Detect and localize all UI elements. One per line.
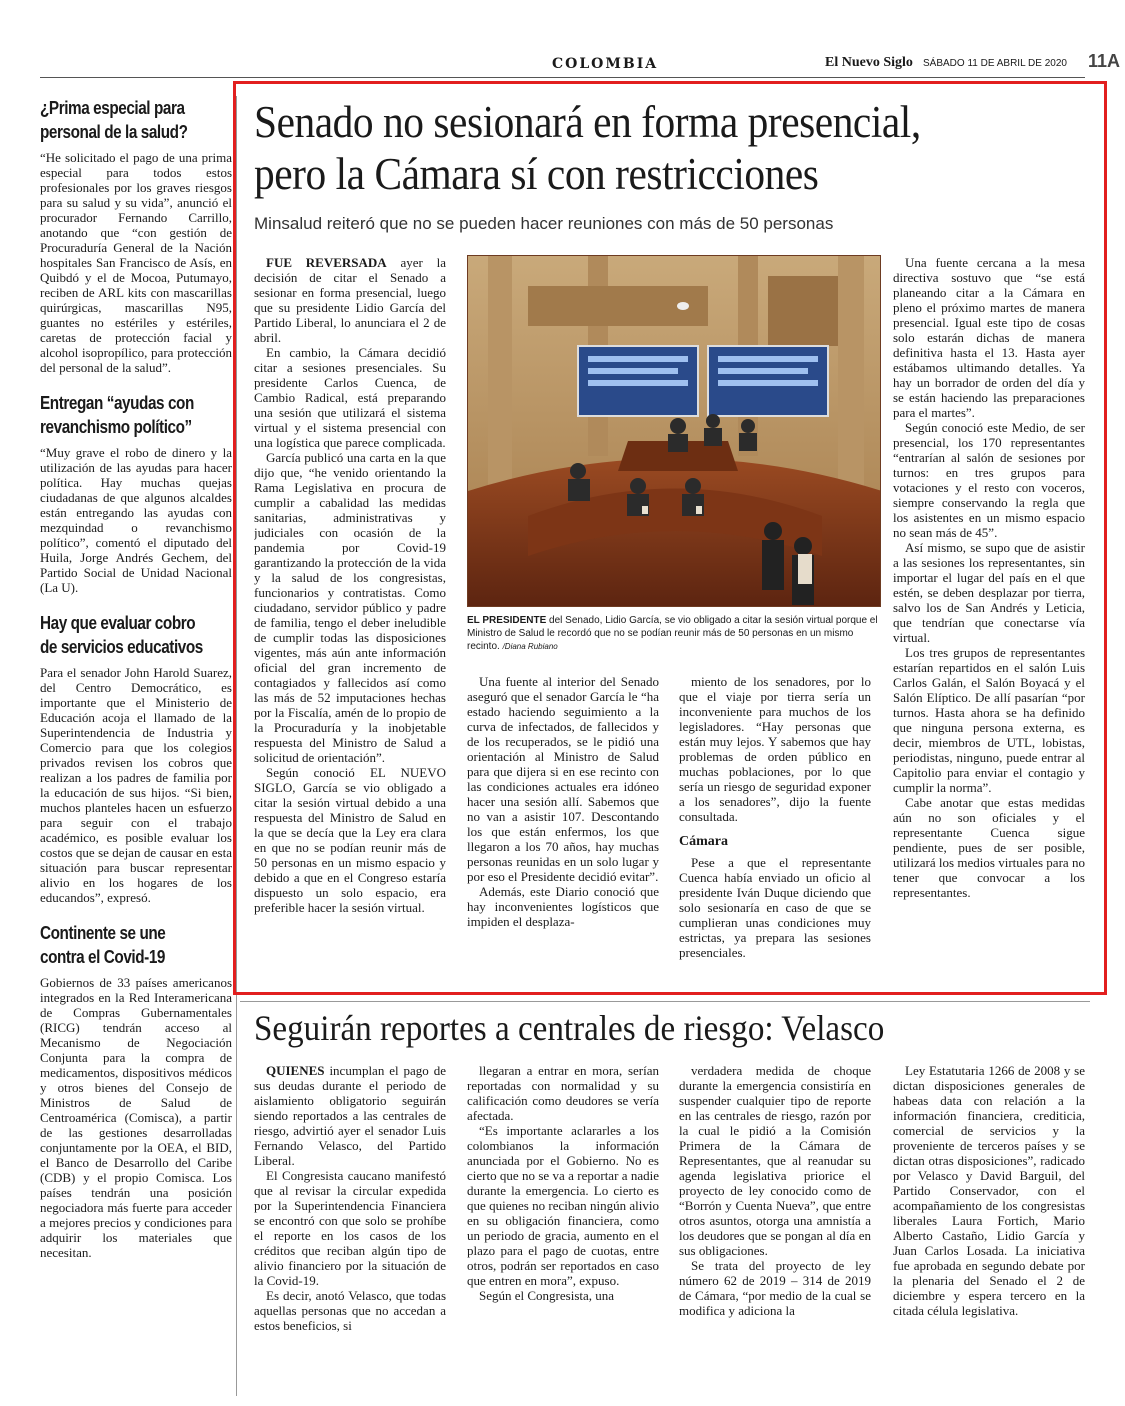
caption-lead: EL PRESIDENTE xyxy=(467,615,547,626)
paragraph: Según conoció EL NUEVO SIGLO, García se vio obligado a citar la sesión virtual debido a una respuesta del Ministro de Salud en la que se decía que la Ley era clara en que no se podían reunir más de 50 personas en un mismo espacio y debido a que en el Congreso estaría dispuesto un solo espacio, era preferible hacer la sesión virtual. xyxy=(254,765,446,915)
paragraph: Los tres grupos de representantes estarían repartidos en el salón Luis Carlos Galán, el Salón Boyacá y el Salón Elíptico. De allí pasarían “por turnos. Hasta ahora se ha definido que ninguna persona externa, es decir, miembros de UTL, lobistas, periodistas, ninguno, puede entrar al Capitolio para enviar el contagio y cumplir la norma”. xyxy=(893,645,1085,795)
paragraph: “Es importante aclararles a los colombianos la información anunciada por el Gobierno. No es cierto que no se va a reportar a nadie durante la emergencia. Lo cierto es que quienes no reciban ningún alivio en su obligación financiera, como un periodo de gracia, aumento en el plazo para el pago de cuotas, entre otros, podrán ser reportados en caso que entren en mora”, expuso. xyxy=(467,1123,659,1288)
headline-line: Senado no sesionará en forma presencial, xyxy=(254,97,921,147)
brief-body: Gobiernos de 33 países americanos integrados en la Red Interamericana de Compras Gubernamentales (RICG) tendrán acceso al Mecanismo de Negociación Conjunta para la compra de medicamentos, dispositivos médicos y otros bienes del Consejo de Ministros de Salud de Centroamérica (Comisca), a partir de las gestiones desarrolladas conjuntamente por la OEA, el BID, el Banco de Desarrollo del Caribe (CDB) y el propio Comisca. Los países tendrán una posición negociadora más fuerte para acceder a mejores precios y condiciones para adquirir los materiales que necesitan. xyxy=(40,975,232,1260)
brief-title: ¿Prima especial para personal de la salud? xyxy=(40,98,188,142)
brief-1 xyxy=(40,96,232,375)
paragraph: miento de los senadores, por lo que el viaje por tierra sería un inconveniente para muchos de los legisladores. “Hay personas que están muy lejos. Y sabemos que hay problemas de orden público en muchas poblaciones, por lo que sería un riesgo de seguridad exponer a los senadores”, dijo la fuente consultada. xyxy=(679,674,871,824)
paragraph: García publicó una carta en la que dijo que, “he venido orientando la Rama Legislativa en procura de cumplir a cabalidad las medidas sanitarias, administrativas y judiciales con ocasión de la pandemia por Covid-19 garantizando la protección de la vida y la salud de los congresistas, funcionarios y contratistas. Como ciudadano, servidor público y padre de familia, tengo el deber ineludible de cumplir todas las disposiciones vigentes, más aún ante información oficial del gran incremento de contagiados y fallecidos así como las más de 52 imputaciones hechas por la Fiscalía, amén de lo propio de la Procuraduría y la inobjetable respuesta del Ministro de Salud a solicitud de orientación”. xyxy=(254,450,446,765)
paragraph: Pese a que el representante Cuenca había enviado un oficio al presidente Iván Duque diciendo que solo sesionaría en caso de que se cumplieran unas condiciones muy estrictas, ya prepara las sesiones presenciales. xyxy=(679,855,871,960)
paragraph: Ley Estatutaria 1266 de 2008 y se dictan disposiciones generales de habeas data con relación a la información financiera, crediticia, comercial de servicios y la proveniente de terceros países y se dictan otras disposiciones”, radicado por Velasco y David Barguil, del Partido Conservador, con el acompañamiento de los congresistas liberales Laura Fortich, Mario Alberto Castaño, Lidio García y Juan Carlos Losada. La iniciativa fue aprobada en segundo debate por la plenaria del Senado el 2 de diciembre y espera tercero en la citada célula legislativa. xyxy=(893,1063,1085,1318)
newspaper-name: El Nuevo Siglo xyxy=(825,55,913,70)
column-subheading: Cámara xyxy=(679,834,728,849)
photo-credit: /Diana Rubiano xyxy=(502,642,558,651)
article-headline xyxy=(254,96,1027,200)
article-column-1 xyxy=(254,255,446,980)
page-number: 11A xyxy=(1088,51,1121,71)
article2-column-2 xyxy=(467,1063,659,1393)
sidebar-briefs xyxy=(40,96,232,1396)
paragraph: FUE REVERSADA ayer la decisión de citar el Senado a sesionar en forma presencial, luego que su presidente Lidio García del Partido Liberal, lo anunciara el 2 de abril. xyxy=(254,255,446,345)
lead-in: FUE REVERSADA xyxy=(266,255,387,270)
paragraph: Se trata del proyecto de ley número 62 de 2019 – 314 de 2019 de Cámara, “por medio de la cual se modifica y adiciona la xyxy=(679,1258,871,1318)
brief-2 xyxy=(40,391,232,595)
paragraph: QUIENES incumplan el pago de sus deudas durante el periodo de aislamiento obligatorio seguirán siendo reportados a las centrales de riesgo, advirtió ayer el senador Luis Fernando Velasco, del Partido Liberal. xyxy=(254,1063,446,1168)
paragraph: Una fuente cercana a la mesa directiva sostuvo que “se está planeando citar a la Cámara en pleno el próximo martes de manera presencial. Igual este tipo de cosas solo estarán dichas de manera definitiva hasta el 13. Hasta ayer estábamos ultimando detalles. Ya hay un borrador de orden del día y se están haciendo las preparaciones para el martes”. xyxy=(893,255,1085,420)
headline-line: pero la Cámara sí con restricciones xyxy=(254,149,819,199)
brief-body: “Muy grave el robo de dinero y la utilización de las ayudas para hacer política. Hay muchas quejas ciudadanas de que algunos alcaldes están entregando las ayudas con mezquindad o revanchismo político”, comentó el diputado del Huila, Jorge Andrés Gechem, del Partido Social de Unidad Nacional (La U). xyxy=(40,445,232,595)
article-column-3 xyxy=(679,674,871,974)
paragraph: Además, este Diario conoció que hay inconvenientes logísticos que impiden el desplaza- xyxy=(467,884,659,929)
brief-title: Continente se une contra el Covid-19 xyxy=(40,923,166,967)
article2-column-1 xyxy=(254,1063,446,1393)
publication-date: SÁBADO 11 DE ABRIL DE 2020 xyxy=(923,58,1067,69)
lead-in: QUIENES xyxy=(266,1063,325,1078)
senate-photo xyxy=(467,255,881,607)
paragraph: Una fuente al interior del Senado aseguró que el senador García le “ha estado haciendo seguimiento a la curva de infectados, de fallecidos y de los recuperados, se le pidió una orientación al Ministro de Salud para que dijera si en ese recinto con las condiciones actuales era idóneo hacer una sesión allí. Sabemos que no van a asistir 107. Descontando los que están enfermos, los que llegaron a los 70 años, hay muchas personas reunidas en un solo lugar y por eso el Presidente decidió evitar”. xyxy=(467,674,659,884)
page-header xyxy=(40,50,1121,78)
article-column-4 xyxy=(893,255,1085,980)
paragraph: Así mismo, se supo que de asistir a las sesiones los representantes, sin importar el lugar del país en el que estén, se deben desplazar por tierra, salvo los de San Andrés y Leticia, que tendrían que conectarse vía virtual. xyxy=(893,540,1085,645)
brief-3 xyxy=(40,611,232,905)
brief-4 xyxy=(40,921,232,1260)
paragraph: En cambio, la Cámara decidió citar a sesiones presenciales. Su presidente Carlos Cuenca, de Cambio Radical, está preparando una sesión que utilizará el sistema virtual y el sistema presencial con una logística que parece complicada. xyxy=(254,345,446,450)
brief-title: Entregan “ayudas con revanchismo político” xyxy=(40,393,194,437)
article-column-2 xyxy=(467,674,659,974)
brief-body: “He solicitado el pago de una prima especial para todos estos profesionales por los graves riesgos para su salud y su vida”, anunció el procurador Fernando Carrillo, anotando que “con gestión de Procuraduría General de la Nación hospitales San Francisco de Asís, en Quibdó y el de Mocoa, Putumayo, reciben de ARL kits con mascarillas quirúrgicas, mascarillas N95, guantes no estériles y estériles, caretas de protección facial y alcohol isopropílico, para protección del personal de la salud”. xyxy=(40,150,232,375)
paragraph: Según conoció este Medio, de ser presencial, los 170 representantes “entrarían al salón de sesiones por turnos: en tres grupos para votaciones y el resto con voceros, siempre conservando la regla que los asistentes en un mismo espacio no sean más de 45”. xyxy=(893,420,1085,540)
paragraph: Cabe anotar que estas medidas aún no son oficiales y el representante Cuenca sigue pendiente, pues de ser posible, utilizará los medios virtuales para no tener que convocar a los representantes. xyxy=(893,795,1085,900)
article-subhead: Minsalud reiteró que no se pueden hacer reuniones con más de 50 personas xyxy=(254,214,834,233)
senate-chamber-illustration xyxy=(468,256,881,607)
brief-title: Hay que evaluar cobro de servicios educativos xyxy=(40,613,203,657)
paragraph: Según el Congresista, una xyxy=(479,1288,615,1303)
brief-body: Para el senador John Harold Suarez, del Centro Democrático, es importante que el Ministerio de Educación acoja el llamado de la Superintendencia de Industria y Comercio para que los colegios privados revisen los cobros que realizan a los padres de familia por la educación de sus hijos. “Si bien, muchos planteles hacen un esfuerzo para seguir con el trabajo académico, es posible evaluar los costos que se dejan de causar en esta situación para buscar representar alivio en los hogares de los educandos”, expresó. xyxy=(40,665,232,905)
caption-text: del Senado, Lidio García, se vio obligado a citar la sesión virtual porque el Ministro de Salud le recordó que no se podían reunir más de 50 personas en un mismo recinto. xyxy=(467,615,878,652)
paragraph: llegaran a entrar en mora, serían reportadas con normalidad y su calificación como deudores se vería afectada. xyxy=(467,1063,659,1123)
article2-headline: Seguirán reportes a centrales de riesgo: Velasco xyxy=(254,1008,885,1048)
photo-caption xyxy=(467,614,881,653)
paragraph: El Congresista caucano manifestó que al revisar la circular expedida por la Superintendencia Financiera se encontró con que solo se prohíbe el reporte en los casos de los créditos que reciban algún tipo de alivio financiero por la situación de la Covid-19. xyxy=(254,1168,446,1288)
article-divider xyxy=(240,1001,1090,1002)
article2-column-3 xyxy=(679,1063,871,1393)
paragraph: verdadera medida de choque durante la emergencia consistiría en suspender cualquier tipo de reporte en las centrales de riesgo, razón por la cual le pidió a la Comisión Primera de la Cámara de Representantes, que al reanudar su agenda legislativa priorice el proyecto de ley conocido como de “Borrón y Cuenta Nueva”, que entre otros asuntos, otorga una amnistía a los deudores que se pongan al día en sus obligaciones. xyxy=(679,1063,871,1258)
article2-column-4 xyxy=(893,1063,1085,1393)
section-title: COLOMBIA xyxy=(552,56,659,72)
paragraph: Es decir, anotó Velasco, que todas aquellas personas que no accedan a estos beneficios, si xyxy=(254,1288,446,1333)
